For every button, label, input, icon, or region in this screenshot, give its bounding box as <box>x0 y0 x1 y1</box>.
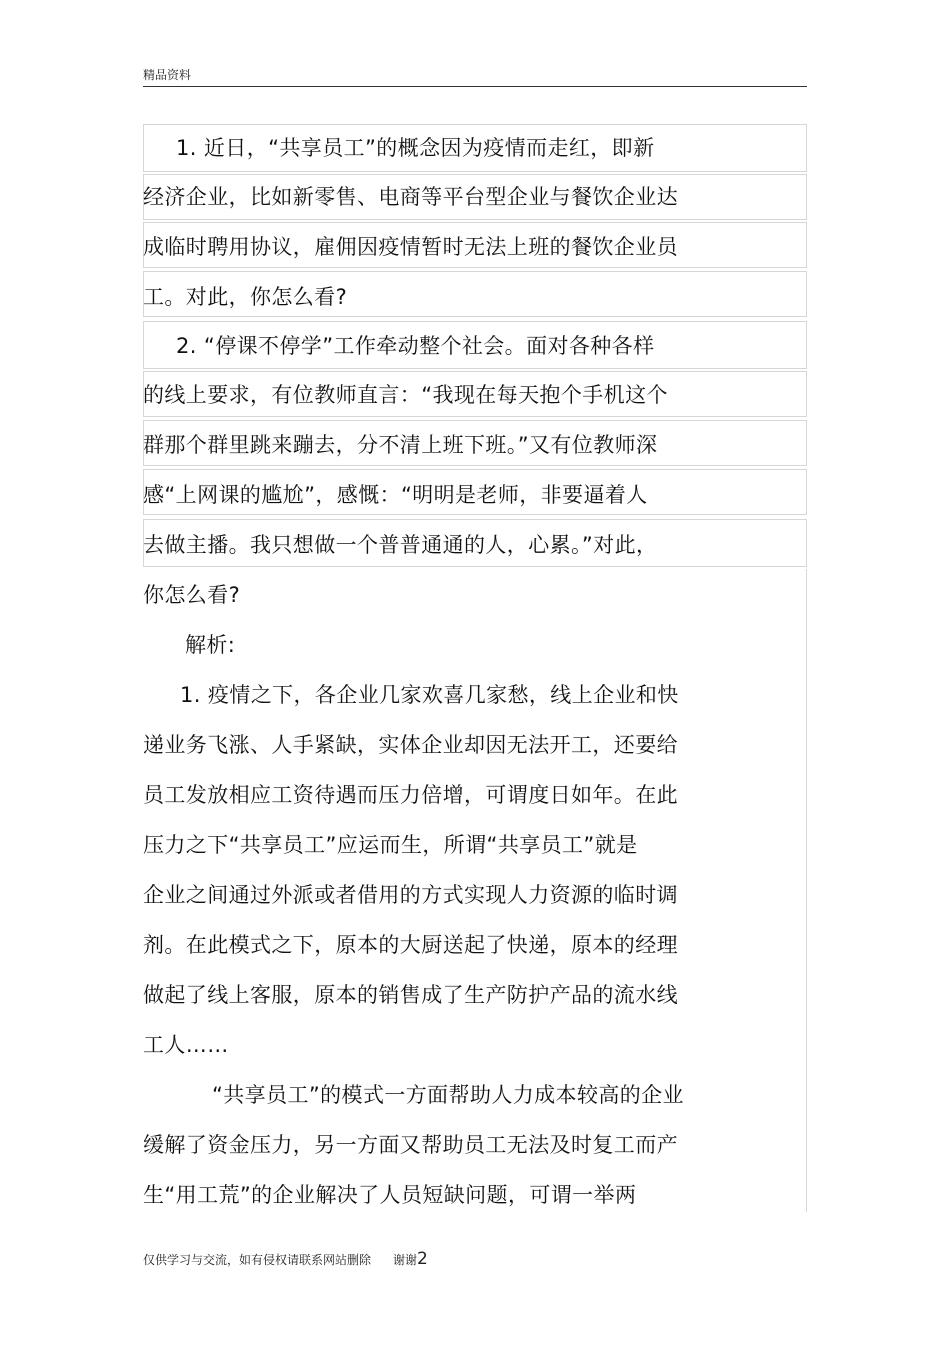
analysis-line: 递业务飞涨、人手紧缺，实体企业却因无法开工，还要给 <box>143 733 678 757</box>
question-line: 的线上要求，有位教师直言：“我现在每天抱个手机这个 <box>143 383 668 407</box>
right-border <box>806 569 807 1212</box>
analysis-title: 解析: <box>185 633 236 657</box>
footer-text: 仅供学习与交流，如有侵权请联系网站删除 <box>143 1253 372 1267</box>
analysis-line: 企业之间通过外派或者借用的方式实现人力资源的临时调 <box>143 883 678 907</box>
question-line: 2. “停课不停学”工作牵动整个社会。面对各种各样 <box>176 334 655 358</box>
question-line: 你怎么看? <box>143 583 241 607</box>
header-label: 精品资料 <box>143 68 192 82</box>
question-line: 感“上网课的尴尬”，感慨：“明明是老师，非要逼着人 <box>143 483 648 507</box>
question-line: 成临时聘用协议，雇佣因疫情暂时无法上班的餐饮企业员 <box>143 235 678 259</box>
question-line: 去做主播。我只想做一个普普通通的人，心累。”对此， <box>143 533 658 557</box>
analysis-line: 员工发放相应工资待遇而压力倍增，可谓度日如年。在此 <box>143 783 678 807</box>
analysis-line: 工人…… <box>143 1033 229 1057</box>
analysis-line: 生“用工荒”的企业解决了人员短缺问题，可谓一举两 <box>143 1183 637 1207</box>
question-line: 经济企业，比如新零售、电商等平台型企业与餐饮企业达 <box>143 185 678 209</box>
analysis-line: 1. 疫情之下，各企业几家欢喜几家愁，线上企业和快 <box>180 683 679 707</box>
analysis-line: “共享员工”的模式一方面帮助人力成本较高的企业 <box>212 1083 684 1107</box>
question-line: 群那个群里跳来蹦去，分不清上班下班。”又有位教师深 <box>143 433 658 457</box>
header-divider <box>143 86 807 87</box>
page-number: 2 <box>417 1249 428 1269</box>
analysis-line: 缓解了资金压力，另一方面又帮助员工无法及时复工而产 <box>143 1133 678 1157</box>
question-line: 1. 近日，“共享员工”的概念因为疫情而走红，即新 <box>176 136 655 160</box>
analysis-line: 剂。在此模式之下，原本的大厨送起了快递，原本的经理 <box>143 933 678 957</box>
page-footer <box>143 1249 428 1269</box>
footer-thanks: 谢谢 <box>393 1253 418 1267</box>
question-line: 工。对此，你怎么看? <box>143 285 348 309</box>
analysis-line: 做起了线上客服，原本的销售成了生产防护产品的流水线 <box>143 983 678 1007</box>
analysis-line: 压力之下“共享员工”应运而生，所谓“共享员工”就是 <box>143 833 638 857</box>
